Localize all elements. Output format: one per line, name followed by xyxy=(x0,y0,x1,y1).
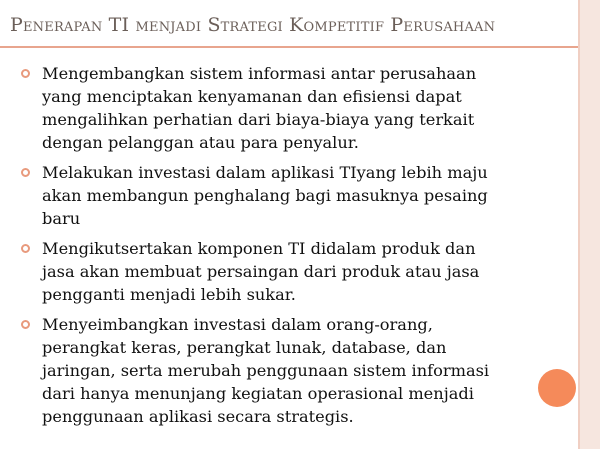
bullet-line: Mengembangkan sistem informasi antar perusahaan xyxy=(42,64,477,83)
right-decorative-strip xyxy=(578,0,600,449)
bullet-item xyxy=(18,161,570,230)
bullet-line: mengalihkan perhatian dari biaya-biaya yang terkait xyxy=(42,110,475,129)
bullet-item xyxy=(18,313,570,428)
bullet-line: jasa akan membuat persaingan dari produk atau jasa xyxy=(42,262,480,281)
bullet-line: perangkat keras, perangkat lunak, database, dan xyxy=(42,338,447,357)
bullet-ring-icon xyxy=(21,320,30,329)
bullet-line: Melakukan investasi dalam aplikasi TIyang lebih maju xyxy=(42,163,488,182)
decorative-circle xyxy=(538,369,576,407)
slide-title: Penerapan TI menjadi Strategi Kompetitif Perusahaan xyxy=(10,14,496,36)
bullet-ring-icon xyxy=(21,244,30,253)
bullet-item xyxy=(18,62,570,154)
title-underline xyxy=(0,46,578,48)
bullet-line: baru xyxy=(42,209,81,228)
bullet-line: Mengikutsertakan komponen TI didalam produk dan xyxy=(42,239,476,258)
bullet-line: dari hanya menunjang kegiatan operasional menjadi xyxy=(42,384,474,403)
bullet-line: Menyeimbangkan investasi dalam orang-orang, xyxy=(42,315,433,334)
bullet-line: penggunaan aplikasi secara strategis. xyxy=(42,407,354,426)
bullet-ring-icon xyxy=(21,69,30,78)
bullet-line: akan membangun penghalang bagi masuknya pesaing xyxy=(42,186,488,205)
bullet-line: dengan pelanggan atau para penyalur. xyxy=(42,133,359,152)
bullet-line: jaringan, serta merubah penggunaan sistem informasi xyxy=(42,361,490,380)
bullet-list xyxy=(18,62,570,435)
bullet-line: yang menciptakan kenyamanan dan efisiensi dapat xyxy=(42,87,462,106)
bullet-line: pengganti menjadi lebih sukar. xyxy=(42,285,296,304)
bullet-ring-icon xyxy=(21,168,30,177)
bullet-item xyxy=(18,237,570,306)
